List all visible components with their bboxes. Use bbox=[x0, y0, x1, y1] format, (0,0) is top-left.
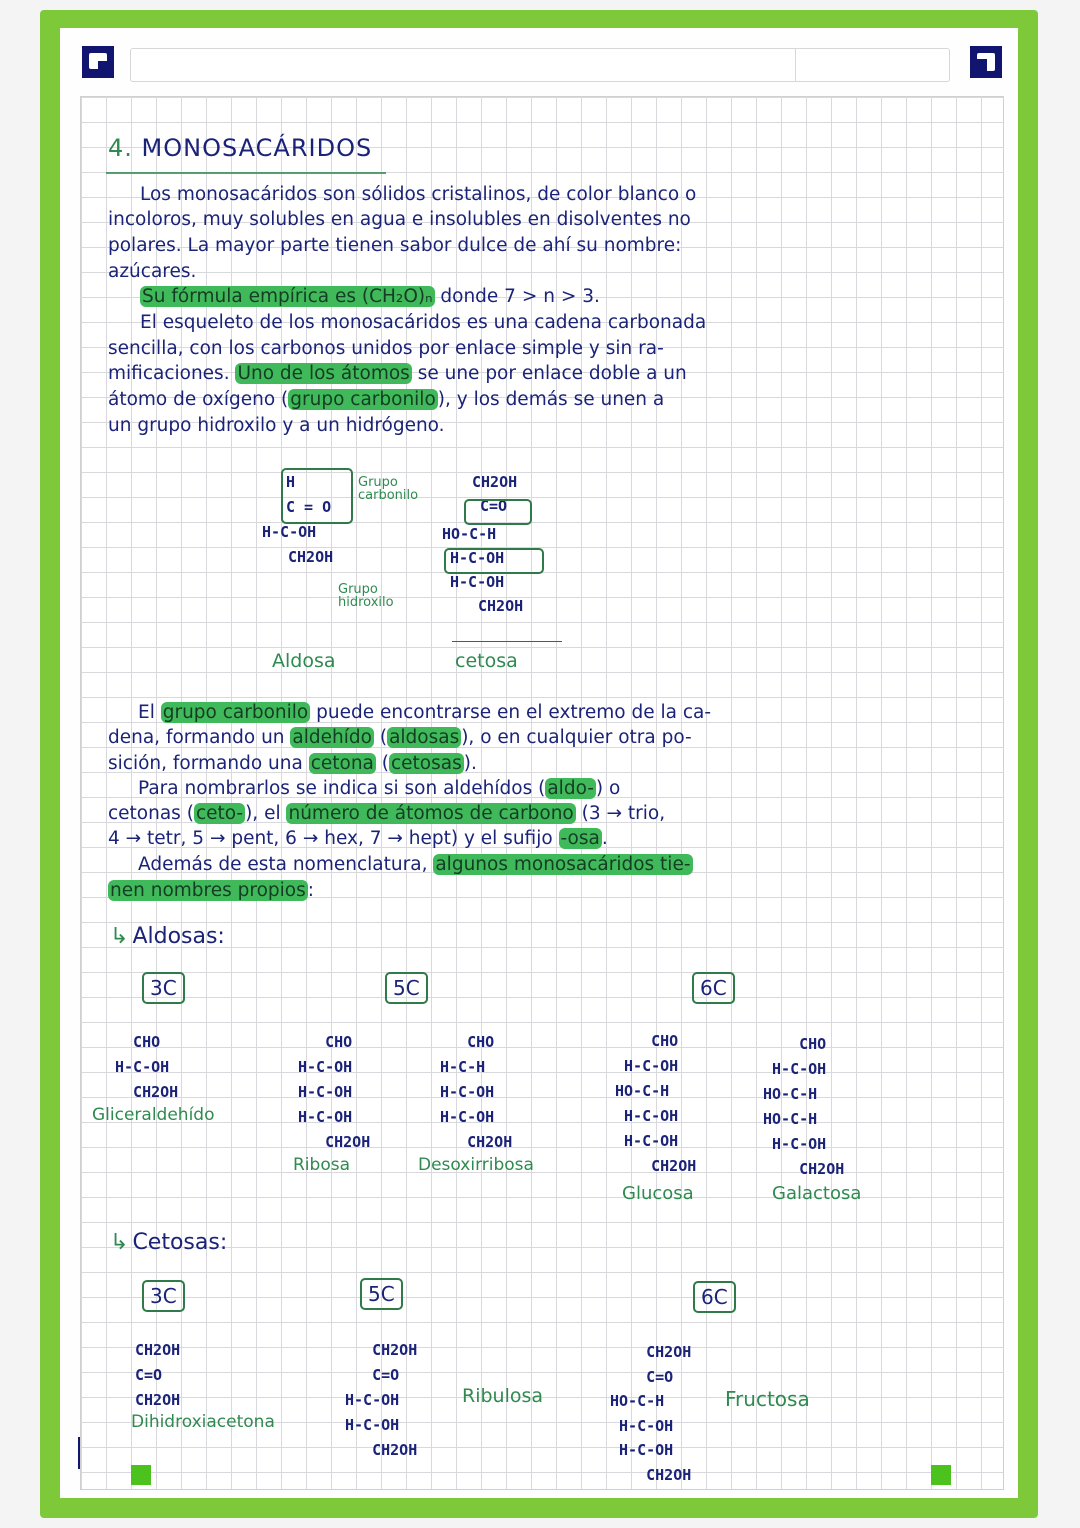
atom-row: H-C-OH bbox=[298, 1108, 353, 1126]
divider bbox=[452, 641, 562, 642]
highlight: cetosas bbox=[391, 753, 462, 774]
name-galactosa: Galactosa bbox=[772, 1183, 862, 1204]
highlight: nen nombres propios bbox=[110, 880, 306, 901]
atom-row: H-C-OH bbox=[345, 1391, 400, 1409]
label-grupo-hidroxilo bbox=[338, 583, 394, 609]
group-5c-cetosas: 5C bbox=[360, 1278, 403, 1310]
formula-condition: donde 7 > n > 3. bbox=[440, 286, 600, 307]
text: . bbox=[601, 828, 608, 849]
skeleton-line-5: un grupo hidroxilo y a un hidrógeno. bbox=[108, 415, 445, 436]
arrow-icon: ↳ bbox=[110, 1230, 129, 1255]
molecule-ribosa bbox=[298, 1030, 370, 1155]
nomen-line-6 bbox=[108, 826, 608, 852]
name-ribosa: Ribosa bbox=[293, 1155, 351, 1175]
atom-row: CHO bbox=[440, 1033, 495, 1051]
text: hidroxilo bbox=[338, 595, 394, 610]
section-heading bbox=[108, 134, 372, 162]
text: : bbox=[307, 880, 314, 901]
atom-row: CH2OH bbox=[135, 1391, 181, 1409]
highlight: grupo carbonilo bbox=[162, 702, 309, 723]
arrow-icon: ↳ bbox=[110, 924, 129, 949]
text: mificaciones. bbox=[108, 363, 230, 384]
text: átomo de oxígeno ( bbox=[108, 389, 289, 410]
highlight: grupo carbonilo bbox=[290, 389, 436, 410]
text: ). bbox=[463, 753, 477, 774]
atom-row: H-C-OH bbox=[262, 523, 317, 541]
atom-row: H-C-OH bbox=[615, 1057, 679, 1075]
cetosas-heading bbox=[110, 1230, 227, 1255]
atom-row: H-C-OH bbox=[763, 1135, 827, 1153]
text: Además de esta nomenclatura, bbox=[138, 854, 434, 875]
molecule-fructosa bbox=[610, 1340, 691, 1487]
atom-row: H-C-OH bbox=[615, 1107, 679, 1125]
text: Para nombrarlos se indica si son aldehídos ( bbox=[138, 778, 546, 799]
nomen-line-1 bbox=[138, 700, 711, 726]
atom-row: CH2OH bbox=[478, 597, 524, 615]
atom-row: CH2OH bbox=[440, 1133, 513, 1151]
aldosa-structure-lower bbox=[262, 520, 333, 570]
atom-row: HO-C-H bbox=[610, 1392, 665, 1410]
highlight: algunos monosacáridos tie- bbox=[435, 854, 691, 875]
formula-line bbox=[140, 284, 600, 310]
atom-row: H-C-OH bbox=[450, 549, 505, 567]
highlight: Uno de los átomos bbox=[237, 363, 410, 384]
atom-row: C=O bbox=[610, 1367, 674, 1386]
formula-highlight: Su fórmula empírica es (CH₂O)ₙ bbox=[142, 286, 433, 307]
nomen-line-4 bbox=[138, 776, 620, 802]
notebook-title-field bbox=[130, 48, 950, 82]
atom-row: H-C-OH bbox=[345, 1416, 400, 1434]
group-6c: 6C bbox=[692, 972, 735, 1004]
atom-row: H-C-OH bbox=[615, 1132, 679, 1150]
atom-row: HO-C-H bbox=[615, 1082, 670, 1100]
caption-aldosa: Aldosa bbox=[272, 650, 336, 672]
nomen-line-7 bbox=[138, 852, 693, 878]
atom-row: C = O bbox=[286, 498, 332, 516]
green-square-left bbox=[131, 1465, 151, 1485]
atom-row: H-C-OH bbox=[298, 1083, 353, 1101]
atom-row: CHO bbox=[615, 1032, 679, 1050]
label-grupo-carbonilo bbox=[358, 476, 418, 502]
atom-row: C=O bbox=[345, 1366, 400, 1384]
name-desoxirribosa: Desoxirribosa bbox=[418, 1155, 534, 1175]
group-6c-cetosas: 6C bbox=[693, 1281, 736, 1313]
atom-row: H-C-OH bbox=[440, 1083, 495, 1101]
skeleton-line-1: El esqueleto de los monosacáridos es una cadena carbonada bbox=[140, 312, 707, 333]
group-3c: 3C bbox=[142, 972, 185, 1004]
text: ( bbox=[375, 753, 389, 774]
atom-row: H-C-OH bbox=[763, 1060, 827, 1078]
aldosas-heading bbox=[110, 924, 225, 949]
text: dena, formando un bbox=[108, 727, 291, 748]
nomen-line-2 bbox=[108, 725, 692, 751]
atom-row: H-C-H bbox=[440, 1058, 486, 1076]
corner-marker-top-right-icon bbox=[970, 46, 1002, 78]
text: carbonilo bbox=[358, 488, 419, 503]
intro-line-2: incoloros, muy solubles en agua e insolubles en disolventes no bbox=[108, 209, 691, 230]
atom-row: H-C-OH bbox=[115, 1058, 170, 1076]
atom-row: CHO bbox=[115, 1033, 161, 1051]
name-gliceraldehido: Gliceraldehído bbox=[92, 1105, 215, 1125]
atom-row: C=O bbox=[135, 1366, 163, 1384]
atom-row: CH2OH bbox=[288, 548, 334, 566]
atom-row: C=O bbox=[480, 497, 508, 515]
intro-line-4: azúcares. bbox=[108, 261, 197, 282]
highlight: -osa bbox=[560, 828, 600, 849]
atom-row: H-C-OH bbox=[440, 1108, 495, 1126]
text: 4 → tetr, 5 → pent, 6 → hex, 7 → hept) y el sufijo bbox=[108, 828, 559, 849]
carbonilo-box-aldosa bbox=[281, 468, 353, 524]
text: Grupo bbox=[338, 582, 378, 597]
highlight: ceto- bbox=[195, 803, 244, 824]
molecule-dihidroxiacetona bbox=[135, 1338, 180, 1413]
highlight: aldehído bbox=[292, 727, 372, 748]
highlight: número de átomos de carbono bbox=[288, 803, 574, 824]
molecule-gliceraldehido bbox=[115, 1030, 178, 1105]
atom-row: CH2OH bbox=[610, 1343, 692, 1361]
heading-number: 4. bbox=[108, 134, 133, 162]
atom-row: H-C-OH bbox=[298, 1058, 353, 1076]
atom-row: CH2OH bbox=[345, 1341, 418, 1359]
atom-row: HO-C-H bbox=[763, 1085, 818, 1103]
text: sición, formando una bbox=[108, 753, 309, 774]
skeleton-line-3 bbox=[108, 361, 687, 387]
atom-row: CH2OH bbox=[763, 1160, 845, 1178]
text: ), y los demás se unen a bbox=[437, 389, 665, 410]
molecule-ribulosa bbox=[345, 1338, 417, 1463]
atom-row: H-C-OH bbox=[450, 573, 505, 591]
text: ), el bbox=[245, 803, 287, 824]
corner-marker-top-left-icon bbox=[82, 46, 114, 78]
atom-row: CH2OH bbox=[615, 1157, 697, 1175]
text: Grupo bbox=[358, 475, 398, 490]
nomen-line-3 bbox=[108, 751, 477, 777]
text: Cetosas: bbox=[132, 1230, 228, 1255]
highlight: aldosas bbox=[389, 727, 460, 748]
skeleton-line-2: sencilla, con los carbonos unidos por enlace simple y sin ra- bbox=[108, 338, 664, 359]
hidroxilo-box-cetosa bbox=[444, 548, 544, 574]
text: El bbox=[138, 702, 161, 723]
text: ) o bbox=[595, 778, 621, 799]
name-fructosa: Fructosa bbox=[725, 1387, 810, 1411]
nomen-line-8 bbox=[108, 878, 314, 904]
name-glucosa: Glucosa bbox=[622, 1183, 694, 1204]
text: se une por enlace doble a un bbox=[417, 363, 687, 384]
text: ), o en cualquier otra po- bbox=[461, 727, 692, 748]
text: Aldosas: bbox=[132, 924, 225, 949]
intro-line-1: Los monosacáridos son sólidos cristalinos, de color blanco o bbox=[140, 184, 697, 205]
atom-row: H bbox=[286, 473, 296, 491]
green-square-right bbox=[931, 1465, 951, 1485]
atom-row: HO-C-H bbox=[442, 525, 497, 543]
atom-row: CHO bbox=[763, 1035, 827, 1053]
text: puede encontrarse en el extremo de la ca- bbox=[310, 702, 712, 723]
atom-row: CH2OH bbox=[345, 1441, 418, 1459]
atom-row: CH2OH bbox=[298, 1133, 371, 1151]
text: ( bbox=[373, 727, 388, 748]
atom-row: CHO bbox=[298, 1033, 353, 1051]
text: cetonas ( bbox=[108, 803, 194, 824]
skeleton-line-4 bbox=[108, 387, 664, 413]
molecule-desoxirribosa bbox=[440, 1030, 512, 1155]
nomen-line-5 bbox=[108, 801, 665, 827]
atom-row: CH2OH bbox=[135, 1341, 181, 1359]
atom-row: H-C-OH bbox=[610, 1416, 674, 1435]
atom-row: HO-C-H bbox=[763, 1110, 818, 1128]
molecule-galactosa bbox=[763, 1032, 844, 1182]
highlight: aldo- bbox=[547, 778, 594, 799]
heading-underline bbox=[106, 172, 386, 174]
molecule-glucosa bbox=[615, 1029, 696, 1179]
atom-row: CH2OH bbox=[610, 1465, 692, 1484]
atom-row: CH2OH bbox=[115, 1083, 179, 1101]
name-dihidroxiacetona: Dihidroxiacetona bbox=[131, 1412, 275, 1432]
atom-row: H-C-OH bbox=[610, 1441, 674, 1459]
name-ribulosa: Ribulosa bbox=[462, 1385, 544, 1407]
atom-row: CH2OH bbox=[472, 473, 518, 491]
carbonilo-box-cetosa bbox=[464, 499, 532, 525]
group-3c-cetosas: 3C bbox=[142, 1280, 185, 1312]
caption-cetosa: cetosa bbox=[455, 650, 518, 672]
group-5c: 5C bbox=[385, 972, 428, 1004]
heading-title: MONOSACÁRIDOS bbox=[141, 134, 373, 162]
intro-line-3: polares. La mayor parte tienen sabor dulce de ahí su nombre: bbox=[108, 235, 682, 256]
text: (3 → trio, bbox=[575, 803, 666, 824]
highlight: cetona bbox=[310, 753, 374, 774]
